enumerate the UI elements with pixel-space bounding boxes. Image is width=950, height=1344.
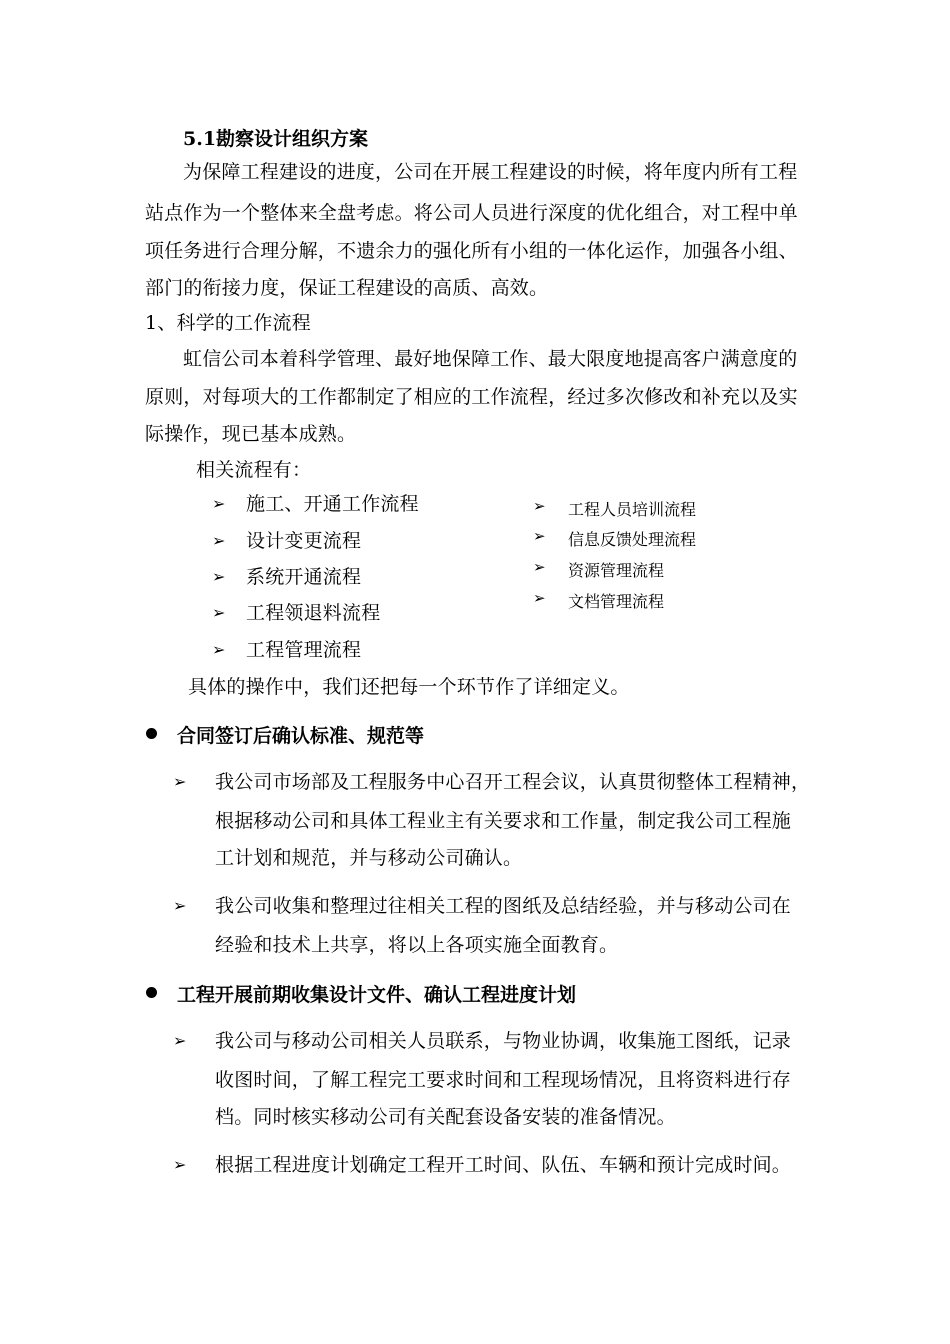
intro-line-1: 为保障工程建设的进度，公司在开展工程建设的时候，将年度内所有工程 [183, 161, 798, 183]
arrow-bullet-icon: ➢ [212, 494, 226, 513]
arrow-bullet-icon: ➢ [212, 603, 226, 622]
section-item-line: 经验和技术上共享，将以上各项实施全面教育。 [215, 934, 619, 956]
section-item-line: 我公司与移动公司相关人员联系，与物业协调，收集施工图纸，记录 [215, 1030, 792, 1052]
related-flows-label: 相关流程有： [196, 459, 312, 481]
arrow-bullet-icon: ➢ [212, 640, 226, 659]
section-heading: 合同签订后确认标准、规范等 [177, 725, 425, 747]
section-item-line: 档。同时核实移动公司有关配套设备安装的准备情况。 [215, 1106, 676, 1128]
subsection-title: 1、科学的工作流程 [145, 312, 311, 334]
arrow-bullet-icon: ➢ [173, 896, 187, 915]
section-item-line: 收图时间，了解工程完工要求时间和工程现场情况，且将资料进行存 [215, 1069, 792, 1091]
arrow-bullet-icon: ➢ [533, 589, 546, 607]
intro-line-3: 项任务进行合理分解，不遗余力的强化所有小组的一体化运作，加强各小组、 [145, 240, 798, 262]
flow-left-item: 工程管理流程 [246, 639, 362, 661]
workflow-line-2: 原则，对每项大的工作都制定了相应的工作流程，经过多次修改和补充以及实 [145, 386, 798, 408]
flow-right-item: 信息反馈处理流程 [568, 530, 697, 549]
arrow-bullet-icon: ➢ [212, 567, 226, 586]
arrow-bullet-icon: ➢ [173, 1031, 187, 1050]
arrow-bullet-icon: ➢ [533, 527, 546, 545]
flow-right-item: 工程人员培训流程 [568, 500, 697, 519]
section-item-line: 我公司收集和整理过往相关工程的图纸及总结经验，并与移动公司在 [215, 895, 792, 917]
arrow-bullet-icon: ➢ [212, 531, 226, 550]
arrow-bullet-icon: ➢ [533, 497, 546, 515]
flow-right-item: 资源管理流程 [568, 561, 665, 580]
flow-right-item: 文档管理流程 [568, 592, 665, 611]
flow-left-item: 工程领退料流程 [246, 602, 381, 624]
section-item-line: 我公司市场部及工程服务中心召开工程会议，认真贯彻整体工程精神， [215, 771, 811, 793]
bullet-dot-icon [146, 987, 157, 998]
detail-note: 具体的操作中，我们还把每一个环节作了详细定义。 [188, 676, 630, 698]
section-title: 5.1勘察设计组织方案 [183, 128, 369, 150]
intro-line-4: 部门的衔接力度，保证工程建设的高质、高效。 [145, 277, 549, 299]
flow-left-item: 施工、开通工作流程 [246, 493, 419, 515]
workflow-line-3: 际操作，现已基本成熟。 [145, 423, 357, 445]
flow-left-item: 系统开通流程 [246, 566, 362, 588]
section-item-line: 工计划和规范，并与移动公司确认。 [215, 847, 523, 869]
intro-line-2: 站点作为一个整体来全盘考虑。将公司人员进行深度的优化组合，对工程中单 [145, 202, 798, 224]
bullet-dot-icon [146, 728, 157, 739]
flow-left-item: 设计变更流程 [246, 530, 362, 552]
section-item-line: 根据移动公司和具体工程业主有关要求和工作量，制定我公司工程施 [215, 810, 792, 832]
section-item-line: 根据工程进度计划确定工程开工时间、队伍、车辆和预计完成时间。 [215, 1154, 792, 1176]
arrow-bullet-icon: ➢ [173, 1155, 187, 1174]
arrow-bullet-icon: ➢ [533, 558, 546, 576]
workflow-line-1: 虹信公司本着科学管理、最好地保障工作、最大限度地提高客户满意度的 [183, 348, 798, 370]
arrow-bullet-icon: ➢ [173, 772, 187, 791]
section-heading: 工程开展前期收集设计文件、确认工程进度计划 [177, 984, 577, 1006]
